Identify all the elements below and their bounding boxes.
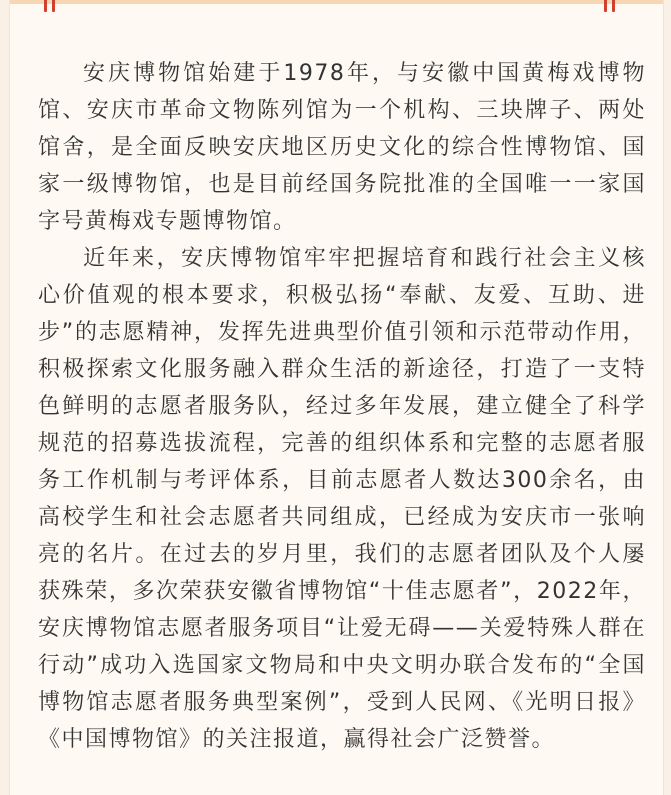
paragraph-intro: 安庆博物馆始建于1978年，与安徽中国黄梅戏博物馆、安庆市革命文物陈列馆为一个机构、三块牌子、两处馆舍，是全面反映安庆地区历史文化的综合性博物馆、国家一级博物馆，也是目前经国务院批准的全国唯一一家国字号黄梅戏专题博物馆。 (38, 61, 646, 234)
left-ornament-icon (42, 0, 57, 12)
article-card (9, 0, 664, 795)
header-divider (10, 0, 663, 4)
right-ornament-icon (602, 0, 617, 12)
paragraph-volunteers: 近年来，安庆博物馆牢牢把握培育和践行社会主义核心价值观的根本要求，积极弘扬“奉献、友爱、互助、进步”的志愿精神，发挥先进典型价值引领和示范带动作用，积极探索文化服务融入群众生活的新途径，打造了一支特色鲜明的志愿者服务队，经过多年发展，建立健全了科学规范的招募选拔流程，完善的组织体系和完整的志愿者服务工作机制与考评体系，目前志愿者人数达300余名，由高校学生和社会志愿者共同组成，已经成为安庆市一张响亮的名片。在过去的岁月里，我们的志愿者团队及个人屡获殊荣，多次荣获安徽省博物馆“十佳志愿者”，2022年，安庆博物馆志愿者服务项目“让爱无碍——关爱特殊人群在行动”成功入选国家文物局和中央文明办联合发布的“全国博物馆志愿者服务典型案例”，受到人民网、《光明日报》《中国博物馆》的关注报道，赢得社会广泛赞誉。 (38, 246, 646, 752)
article-body (38, 55, 646, 758)
